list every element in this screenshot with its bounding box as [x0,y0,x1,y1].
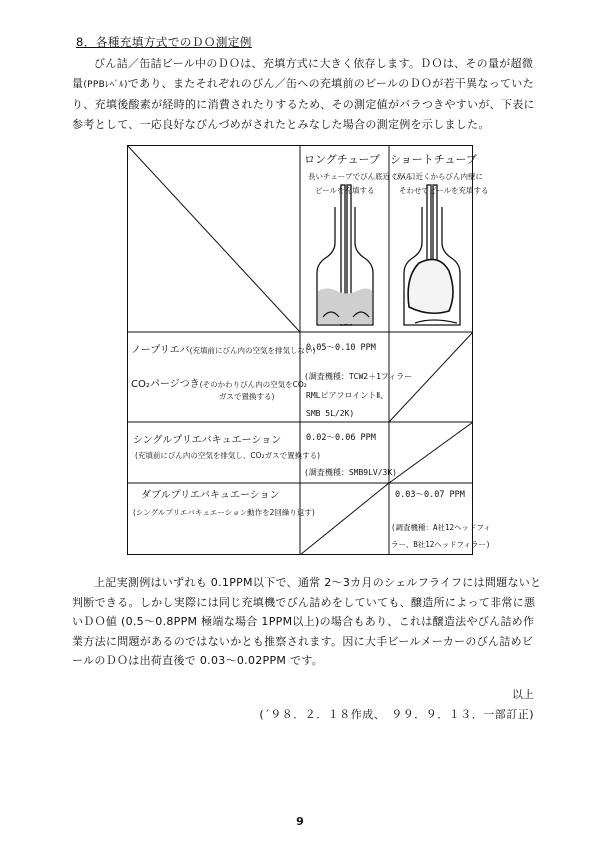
row-no-pre-evac-note: (充填前にびん内の空気を排気しない) [189,346,316,355]
row-co2-purge-note-1: (そのかわりびん内の空気をCO₂ [199,380,307,389]
row1-machine-3: SMB 5L/2K) [306,409,355,418]
col-long-desc-1: 長いチューブでびん底近くから [308,172,413,181]
col-short-title: ショートチューブ [390,153,477,166]
closing-mark: 以上 [512,688,534,701]
intro-text-1: びん詰／缶詰ビール中のＤＯは、充填方式に大きく依存します。ＤＯは、その量が超微量 [72,57,534,90]
row1-machine-1: (調査機種：TCW2＋1フィラー [304,372,413,381]
col-short-desc-2: そわせてビールを充填する [399,186,489,195]
row3-machine-1: (調査機種：A社12ヘッドフィ [391,523,491,532]
row3-machine-2: ラー、B社12ヘッドフィラー) [391,540,491,549]
page-number: 9 [296,815,304,828]
row-co2-purge-label [131,375,307,390]
intro-paragraph [72,54,542,134]
row-co2-purge-main: CO₂パージつき [131,379,200,390]
revision-note: (´９８．２．１８作成、 ９９．９．１３．一部訂正) [259,708,534,721]
row1-value: 0.05～0.10 PPM [306,343,376,353]
col-long-title: ロングチューブ [304,153,380,166]
row-co2-purge-note-2: ガスで置換する) [219,392,275,401]
col-long-desc-2: ビールを充填する [315,186,375,195]
conclusion-paragraph: 上記実測例はいずれも 0.1PPM以下で、通常 2～3カ月のシェルフライフには問題ないと判断できる。しかし実際には同じ充填機でびん詰めをしていても、醸造所によって非常に悪いＤＯ値 (0.5～0.8PPM 極端な場合 1PPM以上)の場合もあり、これは醸造法やびん詰め作業方法に問題があるのではないかとも推察されます。因に大手ビールメーカーのびん詰めビールのＤＯは出荷直後で 0.03～0.02PPM です。 [72,576,542,667]
row-no-pre-evac-main: ノープリエバ [131,345,190,356]
row2-machine: (調査機種：SMB9LV/3K) [304,468,397,477]
do-measurement-table [127,145,491,555]
col-short-desc-1: びん口近くからびん内壁に [393,172,483,181]
intro-text-2: であり、またそれぞれのびん／缶への充填前のビールのＤＯが若干異なっていたり、充填後酸素が経時的に消費されたりするため、その測定値がバラつきやすいが、下表に参考として、一応良好なびんづめがされたとみなした場合の測定例を示しました。 [72,76,535,131]
row-double-pre-evac-label: ダブルプリエバキュエーション [141,490,280,501]
intro-ppb-note: (PPBﾚﾍﾞﾙ) [83,79,128,90]
row-no-pre-evac-label [131,341,315,356]
row1-machine-2: RMLピアフロイントⅡ、 [306,391,389,400]
section-heading: 8．各種充填方式でのＤＯ測定例 [76,35,252,49]
row3-value: 0.03～0.07 PPM [395,490,465,500]
row-double-pre-evac-note: (シングルプリエバキュエーション動作を2回繰り返す) [133,508,315,517]
row2-value: 0.02～0.06 PPM [306,433,376,443]
short-tube-bottle-icon [404,185,460,325]
long-tube-bottle-icon [317,185,373,325]
row-single-pre-evac-label: シングルプリエバキュエーション [133,435,282,446]
row-single-pre-evac-note: (充填前にびん内の空気を排気し、CO₂ガスで置換する) [135,451,320,460]
